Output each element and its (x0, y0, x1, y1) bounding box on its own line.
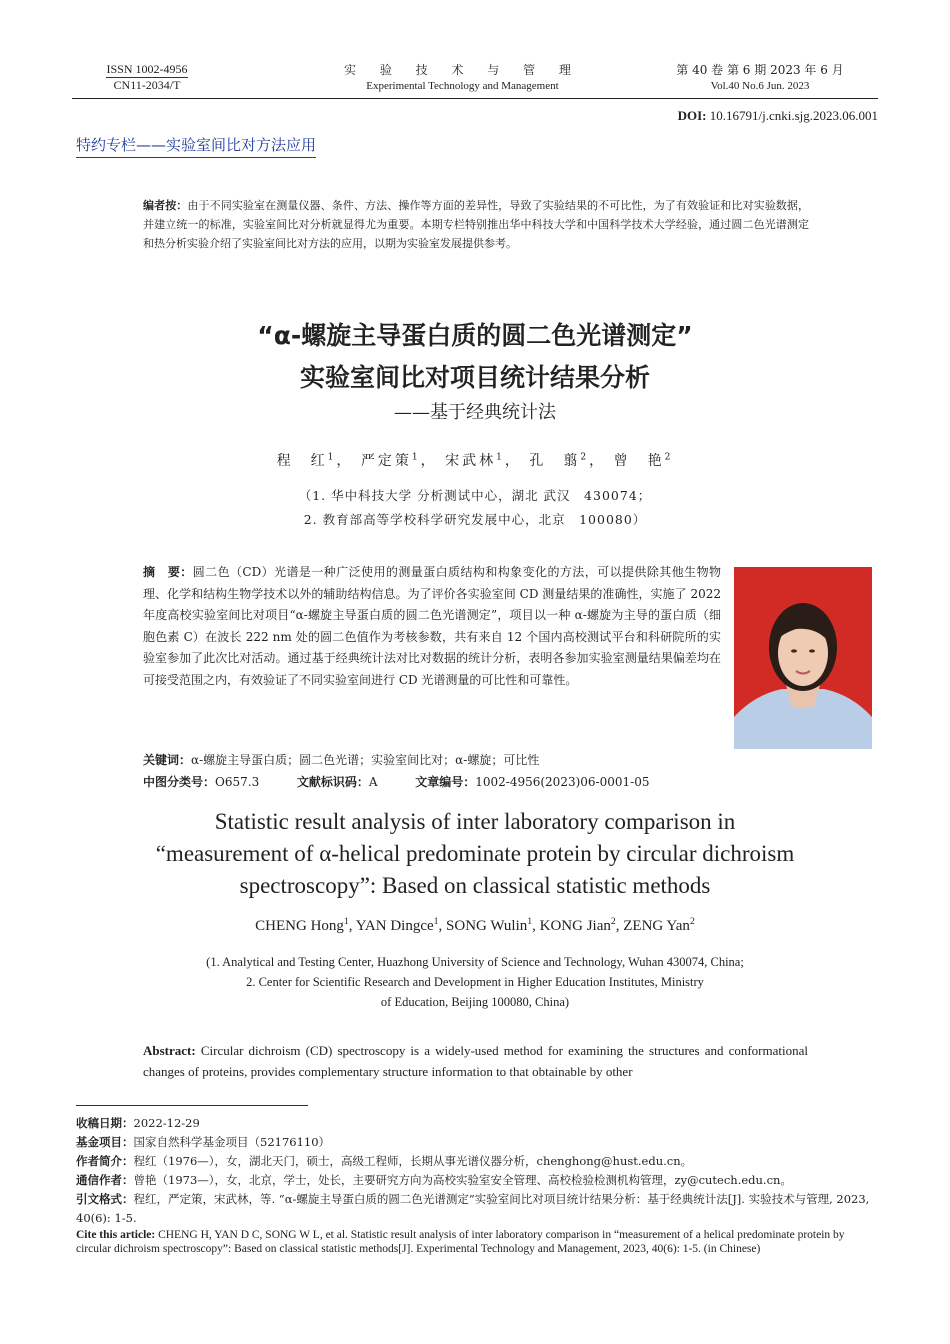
journal-name-cn: 实 验 技 术 与 管 理 (344, 63, 581, 77)
affiliation-en-line: of Education, Beijing 100080, China) (380, 995, 570, 1009)
header-journal (330, 62, 595, 94)
author-cn: 曾 艳$^2$ (613, 452, 674, 469)
doi-label: DOI: (677, 108, 707, 123)
title-line-1: “α-螺旋主导蛋白质的圆二色光谱测定” (257, 321, 693, 350)
clc-label: 中图分类号： (143, 775, 216, 789)
doc-code-label: 文献标识码： (296, 775, 369, 789)
author-bio: 作者简介：程红（1976—），女，湖北天门，硕士，高级工程师，长期从事光谱仪器分析，chenghong@hust.edu.cn。 (76, 1154, 693, 1168)
author-en: CHENG Hong$^1$ (255, 916, 349, 934)
header-issue (640, 62, 880, 94)
footnotes (76, 1114, 880, 1256)
author-cn: 宋武林$^1$ (445, 452, 505, 469)
abstract-cn-text: 圆二色（CD）光谱是一种广泛使用的测量蛋白质结构和构象变化的方法，可以提供除其他生物物理、化学和结构生物学技术以外的辅助结构信息。为了评价各实验室间 CD 测量结果的准确性，实施了 2022 年度高校实验室间比对项目“α-螺旋主导蛋白质的圆二色光谱测定”，项目以一种 α-螺旋为主导的蛋白质（细胞色素 C）在波长 222 nm 处的圆二色值作为考核参数，共有来自 12 个国内高校测试平台和科研院所的实验室参加了此次比对活动。通过基于经典统计法对比对数据的统计分析，表明各参加实验室测量结果偏差均在可接受范围之内，有效验证了不同实验室间进行 CD 光谱测量的可比性和可靠性。 (143, 565, 721, 687)
header-issn-block (72, 62, 222, 93)
header-rule (72, 98, 878, 99)
english-title (0, 806, 950, 902)
citation-cn: 引文格式：程红，严定策，宋武林，等. “α-螺旋主导蛋白质的圆二色光谱测定”实验室间比对项目统计结果分析：基于经典统计法[J]. 实验技术与管理, 2023, 40(6): 1-5. (76, 1192, 870, 1225)
author-cn: 严定策$^1$ (360, 452, 421, 469)
citation-en: Cite this article: CHENG H, YAN D C, SONG W L, et al. Statistic result analysis of inter laboratory comparison in “measurement of a helical predominate protein by circular dichroism spectroscopy”: Based on classical statistic methods[J]. Experimental Technology and Management, 2023, 40(6): 1-5. (in Chinese) (76, 1229, 845, 1255)
affiliation-en-line: 2. Center for Scientific Research and Development in Higher Education Institutes, Ministry (246, 975, 704, 989)
affiliations-en (0, 952, 950, 1012)
abstract-cn (143, 562, 721, 691)
issn: ISSN 1002-4956 (106, 62, 188, 76)
keywords (143, 750, 649, 771)
footnote-rule (76, 1105, 308, 1106)
author-en: SONG Wulin$^1$ (446, 916, 533, 934)
affiliation-line: 2. 教育部高等学校科学研究发展中心，北京 100080） (303, 512, 647, 527)
corresponding-author: 通信作者：曾艳（1973—），女，北京，学士，处长，主要研究方向为高校实验室安全管理、高校检验检测机构管理，zy@cutech.edu.cn。 (76, 1173, 792, 1187)
editor-note-label: 编者按： (143, 199, 188, 212)
affiliation-en-line: (1. Analytical and Testing Center, Huazhong University of Science and Technology, Wuhan 430074, China; (206, 955, 744, 969)
author-en: YAN Dingce$^1$ (355, 916, 439, 934)
column-title: 特约专栏——实验室间比对方法应用 (76, 134, 316, 158)
doi-value[interactable]: 10.16791/j.cnki.sjg.2023.06.001 (709, 108, 878, 123)
issue-cn: 第 40 卷 第 6 期 2023 年 6 月 (676, 63, 844, 77)
abstract-en-text: Circular dichroism (CD) spectroscopy is a widely-used method for examining the structures and conformational changes of proteins, provides complementary structure information to that obtainable by other (143, 1043, 808, 1079)
authors-en: CHENG Hong$^1$, YAN Dingce$^1$, SONG Wulin$^1$, KONG Jian$^2$, ZENG Yan$^2$ (255, 916, 695, 934)
english-title-line: Statistic result analysis of inter laboratory comparison in (214, 809, 736, 834)
keywords-text: α-螺旋主导蛋白质；圆二色光谱；实验室间比对；α-螺旋；可比性 (191, 753, 540, 767)
author-cn: 孔 翦$^2$ (529, 452, 590, 469)
author-en: ZENG Yan$^2$ (623, 916, 695, 934)
author-en: KONG Jian$^2$ (539, 916, 616, 934)
english-title-line: “measurement of α-helical predominate protein by circular dichroism (155, 841, 795, 866)
author-photo (734, 567, 872, 749)
abstract-cn-label: 摘 要： (143, 565, 193, 579)
received-date: 收稿日期：2022-12-29 (76, 1116, 200, 1130)
article-number-label: 文章编号： (415, 775, 476, 789)
editor-note (143, 196, 809, 253)
abstract-en (143, 1040, 808, 1082)
keywords-and-classification (143, 750, 649, 793)
journal-name-en: Experimental Technology and Management (366, 80, 559, 92)
classification (143, 772, 649, 793)
subtitle: ——基于经典统计法 (394, 402, 556, 423)
cn-number: CN11-2034/T (113, 78, 181, 92)
doc-code-value: A (368, 775, 378, 789)
author-cn: 程 红$^1$ (276, 452, 337, 469)
issue-en: Vol.40 No.6 Jun. 2023 (710, 80, 810, 92)
abstract-en-label: Abstract: (143, 1043, 196, 1058)
affiliation-line: （1. 华中科技大学 分析测试中心，湖北 武汉 430074； (298, 488, 652, 503)
affiliations-cn (0, 484, 950, 532)
article-number-value: 1002-4956(2023)06-0001-05 (475, 775, 650, 789)
editor-note-text: 由于不同实验室在测量仪器、条件、方法、操作等方面的差异性，导致了实验结果的不可比性，为了有效验证和比对实验数据，并建立统一的标准，实验室间比对分析就显得尤为重要。本期专栏特别推出华中科技大学和中国科学技术大学经验，通过圆二色光谱测定和热分析实验介绍了实验室间比对方法的应用，以期为实验室发展提供参考。 (143, 199, 810, 250)
clc-value: O657.3 (215, 775, 260, 789)
english-title-line: spectroscopy”: Based on classical statistic methods (239, 873, 711, 898)
title-line-2: 实验室间比对项目统计结果分析 (299, 363, 650, 392)
authors-cn: 程 红$^1$， 严定策$^1$， 宋武林$^1$， 孔 翦$^2$， 曾 艳$^2$ (276, 452, 674, 469)
doi[interactable] (678, 108, 878, 124)
keywords-label: 关键词： (143, 753, 192, 767)
fund: 基金项目：国家自然科学基金项目（52176110） (76, 1135, 331, 1149)
